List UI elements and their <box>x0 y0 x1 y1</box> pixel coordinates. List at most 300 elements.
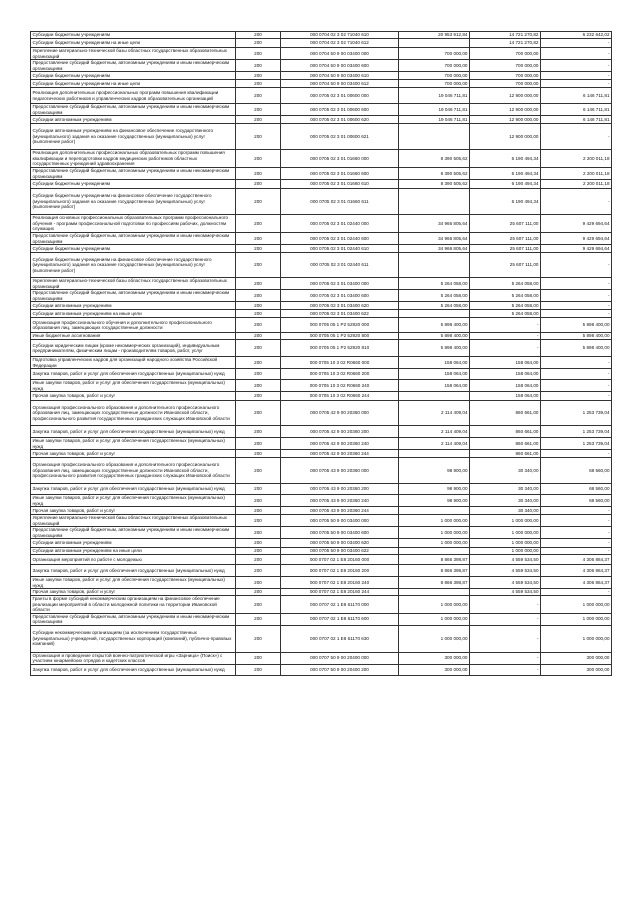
cell-name: Субсидии бюджетным учреждениям на финансовое обеспечение государственного (муниципального) задания на оказание государственных (муниципальных) услуг (выполнение работ) <box>31 189 236 215</box>
table-row <box>31 450 612 458</box>
cell-name: Закупка товаров, работ и услуг для обеспечения государственных (муниципальных) нужд <box>31 369 236 380</box>
cell-v1: 5 898 400,00 <box>399 318 470 333</box>
cell-v2: 30 340,00 <box>470 458 541 484</box>
cell-csr: 000 0707 02 1 E8 20160 244 <box>281 589 399 596</box>
cell-csr: 000 0705 02 3 01 00600 600 <box>281 104 399 116</box>
cell-name: Реализация дополнительных профессиональных программ повышения квалификации педагогических работников и управленческих кадров образовательных организаций <box>31 88 236 104</box>
cell-v3: - <box>541 357 612 369</box>
cell-name: Субсидии автономным учреждениям <box>31 116 236 124</box>
cell-v2: 14 721 270,82 <box>470 39 541 48</box>
cell-code: 200 <box>236 48 281 60</box>
cell-csr: 000 0705 02 3 01 01660 000 <box>281 150 399 168</box>
cell-v3: - <box>541 548 612 555</box>
cell-v3: - <box>541 253 612 278</box>
cell-code: 200 <box>236 507 281 515</box>
table-row <box>31 577 612 589</box>
cell-v2: 1 000 000,00 <box>470 527 541 539</box>
cell-v3: 5 898 400,00 <box>541 340 612 357</box>
cell-v2: 12 900 000,00 <box>470 116 541 124</box>
cell-name: Субсидии бюджетным учреждениям на иные цели <box>31 80 236 88</box>
cell-code: 200 <box>236 60 281 72</box>
cell-name: Субсидии юридическим лицам (кроме некоммерческих организаций), индивидуальным предпринимателям, физическим лицам - производителям товаров, работ, услуг <box>31 340 236 357</box>
table-row <box>31 565 612 577</box>
table-row <box>31 652 612 664</box>
cell-code: 200 <box>236 318 281 333</box>
cell-csr: 000 0705 02 3 01 03400 000 <box>281 278 399 290</box>
cell-code: 200 <box>236 548 281 555</box>
cell-name: Субсидии автономным учреждениям <box>31 302 236 310</box>
cell-v1 <box>399 450 470 458</box>
table-row <box>31 215 612 233</box>
cell-csr: 000 0707 02 1 E8 20160 200 <box>281 565 399 577</box>
table-row <box>31 527 612 539</box>
cell-name: Субсидии некоммерческим организациям (за исключением государственных (муниципальных) учреждений, государственных корпораций (компаний), публично-правовых компаний) <box>31 625 236 652</box>
cell-v2: 158 064,00 <box>470 380 541 392</box>
cell-v3: 5 898 400,00 <box>541 318 612 333</box>
cell-name: Организация мероприятий по работе с молодежью <box>31 555 236 565</box>
cell-v1: 700 000,00 <box>399 48 470 60</box>
cell-code: 200 <box>236 302 281 310</box>
cell-code: 200 <box>236 333 281 340</box>
cell-v1: 98 900,00 <box>399 458 470 484</box>
cell-v3: 1 000 000,00 <box>541 625 612 652</box>
cell-name: Прочая закупка товаров, работ и услуг <box>31 450 236 458</box>
cell-v1: 34 966 805,64 <box>399 233 470 245</box>
cell-name: Субсидии автономным учреждениям на иные цели <box>31 548 236 555</box>
cell-csr: 000 0704 50 9 00 03400 612 <box>281 80 399 88</box>
cell-name: Иные бюджетные ассигнования <box>31 333 236 340</box>
cell-v3: 300 000,00 <box>541 664 612 675</box>
cell-v1: 98 900,00 <box>399 484 470 495</box>
cell-csr: 000 0707 50 9 00 20400 000 <box>281 652 399 664</box>
table-row <box>31 392 612 401</box>
cell-v1: 2 114 409,04 <box>399 438 470 450</box>
cell-name: Предоставление субсидий бюджетным, автономным учреждениям и иным некоммерческим организациям <box>31 233 236 245</box>
cell-code: 200 <box>236 104 281 116</box>
cell-v1: 5 264 058,00 <box>399 290 470 302</box>
table-row <box>31 80 612 88</box>
cell-csr: 000 0705 43 9 00 20360 240 <box>281 495 399 507</box>
cell-v2: 30 340,00 <box>470 495 541 507</box>
cell-v1: 8 866 398,87 <box>399 565 470 577</box>
cell-csr: 000 0705 02 3 01 03400 600 <box>281 290 399 302</box>
cell-code: 200 <box>236 340 281 357</box>
cell-code: 200 <box>236 32 281 39</box>
cell-v2: 860 661,00 <box>470 450 541 458</box>
cell-v3: 9 429 694,64 <box>541 233 612 245</box>
cell-csr: 000 0707 02 1 E8 61170 600 <box>281 613 399 625</box>
cell-name: Закупка товаров, работ и услуг для обеспечения государственных (муниципальных) нужд <box>31 664 236 675</box>
cell-v2: - <box>470 652 541 664</box>
cell-code: 200 <box>236 233 281 245</box>
cell-name: Организация профессионального обучения и дополнительного профессионального образования лиц, замещающих государственные должности <box>31 318 236 333</box>
cell-v2: 158 064,00 <box>470 369 541 380</box>
cell-v1: 98 900,00 <box>399 495 470 507</box>
table-row <box>31 32 612 39</box>
cell-csr: 000 0705 02 3 01 02440 610 <box>281 245 399 253</box>
cell-code: 200 <box>236 458 281 484</box>
cell-csr: 000 0705 43 9 00 20360 200 <box>281 484 399 495</box>
table-row <box>31 88 612 104</box>
table-row <box>31 333 612 340</box>
cell-v3: - <box>541 310 612 318</box>
cell-v3: 2 200 011,18 <box>541 168 612 180</box>
cell-v3: 6 146 711,81 <box>541 116 612 124</box>
table-row <box>31 613 612 625</box>
cell-code: 200 <box>236 664 281 675</box>
cell-csr: 000 0705 10 3 02 R0660 240 <box>281 380 399 392</box>
cell-v2: 1 000 000,00 <box>470 548 541 555</box>
cell-csr: 000 0705 02 3 01 02440 000 <box>281 215 399 233</box>
cell-v1 <box>399 124 470 150</box>
table-row <box>31 340 612 357</box>
cell-v1: 8 390 505,62 <box>399 150 470 168</box>
table-row <box>31 245 612 253</box>
table-row <box>31 664 612 675</box>
cell-v3: - <box>541 80 612 88</box>
table-row <box>31 401 612 426</box>
table-row <box>31 555 612 565</box>
cell-v2: 12 900 000,00 <box>470 124 541 150</box>
cell-name: Иные закупки товаров, работ и услуг для обеспечения государственных (муниципальных) нужд <box>31 577 236 589</box>
cell-name: Прочая закупка товаров, работ и услуг <box>31 507 236 515</box>
cell-csr: 000 0705 02 3 01 02440 600 <box>281 233 399 245</box>
cell-v2: 860 661,00 <box>470 401 541 426</box>
cell-csr: 000 0705 05 1 P2 52920 810 <box>281 340 399 357</box>
cell-v3: 1 000 000,00 <box>541 596 612 614</box>
table-row <box>31 507 612 515</box>
cell-v2: 25 607 111,00 <box>470 253 541 278</box>
cell-v3: 4 306 864,37 <box>541 555 612 565</box>
cell-v2: 6 190 494,34 <box>470 168 541 180</box>
cell-csr: 000 0707 50 9 00 20400 200 <box>281 664 399 675</box>
cell-v2: - <box>470 340 541 357</box>
cell-v1: 8 866 398,87 <box>399 555 470 565</box>
cell-name: Закупка товаров, работ и услуг для обеспечения государственных (муниципальных) нужд <box>31 565 236 577</box>
cell-v3: - <box>541 278 612 290</box>
cell-name: Предоставление субсидий бюджетным, автономным учреждениям и иным некоммерческим организациям <box>31 613 236 625</box>
table-row <box>31 539 612 548</box>
cell-v1 <box>399 253 470 278</box>
cell-v1 <box>399 589 470 596</box>
cell-v1: 700 000,00 <box>399 72 470 80</box>
cell-name: Укрепление материально-технической базы областных государственных образовательных организаций <box>31 48 236 60</box>
cell-v1: 700 000,00 <box>399 80 470 88</box>
cell-code: 200 <box>236 589 281 596</box>
cell-csr: 000 0705 02 3 01 00600 620 <box>281 116 399 124</box>
cell-v1: 158 064,00 <box>399 369 470 380</box>
cell-v3: - <box>541 515 612 527</box>
cell-v1: 2 114 409,04 <box>399 426 470 438</box>
cell-v1: 2 114 409,04 <box>399 401 470 426</box>
cell-name: Реализация основных профессиональных образовательных программ профессионального обучения - программ профессиональной подготовки по профессиям рабочих, должностям служащих <box>31 215 236 233</box>
cell-name: Субсидии бюджетным учреждениям <box>31 72 236 80</box>
cell-v3: - <box>541 450 612 458</box>
cell-code: 200 <box>236 245 281 253</box>
cell-csr: 000 0705 02 3 01 01660 611 <box>281 189 399 215</box>
cell-v1: 19 046 711,81 <box>399 104 470 116</box>
cell-v2: 158 064,00 <box>470 357 541 369</box>
cell-v2: - <box>470 613 541 625</box>
cell-v2: 12 900 000,00 <box>470 104 541 116</box>
table-row <box>31 380 612 392</box>
cell-csr: 000 0705 42 9 00 20360 200 <box>281 426 399 438</box>
cell-csr: 000 0705 42 9 00 20360 244 <box>281 450 399 458</box>
cell-v2: 25 607 111,00 <box>470 245 541 253</box>
cell-csr: 000 0705 42 9 00 20360 000 <box>281 401 399 426</box>
cell-name: Прочая закупка товаров, работ и услуг <box>31 589 236 596</box>
cell-csr: 000 0705 02 3 01 01660 610 <box>281 180 399 189</box>
table-row <box>31 426 612 438</box>
cell-v3: - <box>541 290 612 302</box>
cell-v1: 34 966 805,64 <box>399 245 470 253</box>
cell-v2: 4 559 534,50 <box>470 589 541 596</box>
cell-v3: - <box>541 72 612 80</box>
cell-v1: 8 866 398,87 <box>399 577 470 589</box>
cell-v2: 700 000,00 <box>470 48 541 60</box>
cell-code: 200 <box>236 39 281 48</box>
cell-name: Укрепление материально-технической базы областных государственных образовательных организаций <box>31 515 236 527</box>
cell-v1 <box>399 548 470 555</box>
cell-code: 200 <box>236 652 281 664</box>
cell-csr: 000 0705 50 9 00 03400 620 <box>281 539 399 548</box>
table-row <box>31 310 612 318</box>
cell-v1: 5 264 058,00 <box>399 278 470 290</box>
cell-v1: 1 000 000,00 <box>399 527 470 539</box>
cell-name: Подготовка управленческих кадров для организаций народного хозяйства Российской Федерации <box>31 357 236 369</box>
table-row <box>31 515 612 527</box>
table-row <box>31 150 612 168</box>
cell-v3: - <box>541 392 612 401</box>
cell-name: Субсидии бюджетным учреждениям <box>31 32 236 39</box>
cell-csr: 000 0705 02 3 01 02440 611 <box>281 253 399 278</box>
cell-v2: 700 000,00 <box>470 60 541 72</box>
cell-csr: 000 0704 02 3 02 71040 610 <box>281 32 399 39</box>
cell-name: Субсидии бюджетным учреждениям <box>31 180 236 189</box>
cell-v3: - <box>541 302 612 310</box>
cell-csr: 000 0705 10 3 02 R0660 000 <box>281 357 399 369</box>
cell-v2: 25 607 111,00 <box>470 233 541 245</box>
cell-v3: - <box>541 189 612 215</box>
cell-v2: 1 000 000,00 <box>470 515 541 527</box>
cell-csr: 000 0707 02 1 E8 20160 240 <box>281 577 399 589</box>
cell-v2: 158 064,00 <box>470 392 541 401</box>
cell-v3: 68 560,00 <box>541 484 612 495</box>
cell-v1 <box>399 189 470 215</box>
cell-v3: - <box>541 527 612 539</box>
cell-v1 <box>399 392 470 401</box>
table-row <box>31 484 612 495</box>
cell-name: Субсидии автономным учреждениям на иные цели <box>31 310 236 318</box>
table-row <box>31 589 612 596</box>
cell-name: Субсидии автономным учреждениям <box>31 539 236 548</box>
cell-code: 200 <box>236 450 281 458</box>
table-row <box>31 189 612 215</box>
table-row <box>31 180 612 189</box>
cell-code: 200 <box>236 515 281 527</box>
cell-code: 200 <box>236 401 281 426</box>
cell-v1: 1 000 000,00 <box>399 515 470 527</box>
cell-v2: 4 559 534,50 <box>470 577 541 589</box>
table-row <box>31 168 612 180</box>
table-row <box>31 357 612 369</box>
cell-v1: 1 000 000,00 <box>399 625 470 652</box>
cell-name: Закупка товаров, работ и услуг для обеспечения государственных (муниципальных) нужд <box>31 426 236 438</box>
table-row <box>31 495 612 507</box>
cell-csr: 000 0705 50 9 00 03400 600 <box>281 527 399 539</box>
budget-execution-table <box>30 31 612 676</box>
cell-v2: 30 340,00 <box>470 507 541 515</box>
cell-csr: 000 0705 02 3 01 00600 000 <box>281 88 399 104</box>
cell-csr: 000 0707 02 1 E8 61170 000 <box>281 596 399 614</box>
table-row <box>31 72 612 80</box>
cell-v2: 860 661,00 <box>470 426 541 438</box>
cell-name: Предоставление субсидий бюджетным, автономным учреждениям и иным некоммерческим организациям <box>31 527 236 539</box>
cell-v1: 8 390 505,62 <box>399 168 470 180</box>
cell-v1: 158 064,00 <box>399 357 470 369</box>
cell-v3: 300 000,00 <box>541 652 612 664</box>
cell-v1: 5 898 400,00 <box>399 340 470 357</box>
cell-v2: 4 559 534,50 <box>470 565 541 577</box>
cell-v1: 5 898 400,00 <box>399 333 470 340</box>
cell-v1: 20 953 912,84 <box>399 32 470 39</box>
cell-name: Закупка товаров, работ и услуг для обеспечения государственных (муниципальных) нужд <box>31 484 236 495</box>
cell-code: 200 <box>236 369 281 380</box>
cell-csr: 000 0705 02 3 01 03400 622 <box>281 310 399 318</box>
cell-v3: 68 560,00 <box>541 458 612 484</box>
cell-code: 200 <box>236 380 281 392</box>
cell-v3: 68 560,00 <box>541 495 612 507</box>
table-row <box>31 596 612 614</box>
cell-csr: 000 0705 10 3 02 R0660 200 <box>281 369 399 380</box>
cell-v2: 5 264 058,00 <box>470 278 541 290</box>
table-row <box>31 60 612 72</box>
cell-code: 200 <box>236 253 281 278</box>
cell-v3: 1 000 000,00 <box>541 613 612 625</box>
cell-v3: 6 146 711,81 <box>541 88 612 104</box>
cell-code: 200 <box>236 180 281 189</box>
cell-v2: - <box>470 333 541 340</box>
cell-csr: 000 0705 50 9 00 03400 000 <box>281 515 399 527</box>
cell-v2: 5 264 058,00 <box>470 290 541 302</box>
cell-csr: 000 0704 50 9 00 03400 000 <box>281 48 399 60</box>
cell-code: 200 <box>236 625 281 652</box>
table-row <box>31 318 612 333</box>
table-row <box>31 302 612 310</box>
cell-csr: 000 0707 02 1 E8 20160 000 <box>281 555 399 565</box>
cell-v2: 5 264 058,00 <box>470 310 541 318</box>
cell-v3: 2 200 011,18 <box>541 180 612 189</box>
cell-v3: - <box>541 539 612 548</box>
cell-v2: 1 000 000,00 <box>470 539 541 548</box>
cell-name: Организация профессионального образования и дополнительного профессионального образования лиц, замещающих государственные должности Ивановской области, профессионального развития государственных гражданских служащих Ивановской области <box>31 401 236 426</box>
budget-table-sheet <box>30 31 611 676</box>
cell-csr: 000 0705 43 9 00 20360 000 <box>281 458 399 484</box>
table-body <box>31 32 612 676</box>
table-row <box>31 438 612 450</box>
cell-v2: - <box>470 625 541 652</box>
cell-v2: 14 721 270,82 <box>470 32 541 39</box>
cell-v3: 9 429 694,64 <box>541 215 612 233</box>
cell-csr: 000 0705 05 1 P2 52920 800 <box>281 333 399 340</box>
cell-code: 200 <box>236 426 281 438</box>
cell-code: 200 <box>236 278 281 290</box>
cell-code: 200 <box>236 577 281 589</box>
cell-code: 200 <box>236 189 281 215</box>
cell-v3: - <box>541 507 612 515</box>
cell-v2: 30 340,00 <box>470 484 541 495</box>
table-row <box>31 625 612 652</box>
cell-csr: 000 0705 02 3 01 00600 621 <box>281 124 399 150</box>
cell-v2: 700 000,00 <box>470 72 541 80</box>
cell-v2: 860 661,00 <box>470 438 541 450</box>
cell-csr: 000 0705 10 3 02 R0660 244 <box>281 392 399 401</box>
cell-name: Предоставление субсидий бюджетным, автономным учреждениям и иным некоммерческим организациям <box>31 104 236 116</box>
cell-name: Реализация дополнительных профессиональных образовательных программ повышения квалификации и переподготовки кадров медицинских работников областных государственных учреждений здравоохранения <box>31 150 236 168</box>
table-row <box>31 104 612 116</box>
table-row <box>31 548 612 555</box>
cell-v3: 5 898 400,00 <box>541 333 612 340</box>
cell-code: 200 <box>236 438 281 450</box>
cell-v1: 300 000,00 <box>399 664 470 675</box>
cell-v3: 1 253 739,04 <box>541 401 612 426</box>
cell-v2: - <box>470 664 541 675</box>
cell-code: 200 <box>236 290 281 302</box>
cell-name: Гранты в форме субсидий некоммерческим организациям на финансовое обеспечение реализации мероприятий в области молодежной политики на территории Ивановской области <box>31 596 236 614</box>
cell-csr: 000 0705 42 9 00 20360 240 <box>281 438 399 450</box>
table-row <box>31 39 612 48</box>
cell-code: 200 <box>236 527 281 539</box>
table-row <box>31 458 612 484</box>
cell-v2: 4 559 534,50 <box>470 555 541 565</box>
table-row <box>31 253 612 278</box>
cell-code: 200 <box>236 555 281 565</box>
cell-v3: 9 429 694,64 <box>541 245 612 253</box>
cell-v2: 25 607 111,00 <box>470 215 541 233</box>
cell-v3: - <box>541 48 612 60</box>
cell-v3: - <box>541 39 612 48</box>
cell-name: Предоставление субсидий бюджетным, автономным учреждениям и иным некоммерческим организациям <box>31 168 236 180</box>
cell-code: 200 <box>236 168 281 180</box>
cell-code: 200 <box>236 495 281 507</box>
cell-v2: 6 190 494,34 <box>470 150 541 168</box>
cell-v2: 700 000,00 <box>470 80 541 88</box>
cell-code: 200 <box>236 613 281 625</box>
cell-v3: - <box>541 60 612 72</box>
cell-csr: 000 0705 50 9 00 03400 622 <box>281 548 399 555</box>
cell-v1: 1 000 000,00 <box>399 596 470 614</box>
table-row <box>31 233 612 245</box>
cell-name: Иные закупки товаров, работ и услуг для обеспечения государственных (муниципальных) нужд <box>31 380 236 392</box>
cell-v2: 12 900 000,00 <box>470 88 541 104</box>
cell-code: 200 <box>236 72 281 80</box>
cell-v3: 2 200 011,18 <box>541 150 612 168</box>
cell-v1: 19 046 711,81 <box>399 116 470 124</box>
cell-code: 200 <box>236 357 281 369</box>
cell-code: 200 <box>236 88 281 104</box>
cell-v1: 300 000,00 <box>399 652 470 664</box>
cell-name: Субсидии автономным учреждениям на финансовое обеспечение государственного (муниципального) задания на оказание государственных (муниципальных) услуг (выполнение работ) <box>31 124 236 150</box>
table-row <box>31 278 612 290</box>
cell-csr: 000 0705 43 9 00 20360 244 <box>281 507 399 515</box>
cell-v2: 5 264 058,00 <box>470 302 541 310</box>
cell-name: Организация и проведение открытой военно-патриотической игры «Зарница» (Поиск») с участием юнармейских отрядов и кадетских классов <box>31 652 236 664</box>
cell-name: Субсидии бюджетным учреждениям <box>31 245 236 253</box>
cell-v3: 4 306 864,37 <box>541 565 612 577</box>
cell-csr: 000 0705 05 1 P2 52920 000 <box>281 318 399 333</box>
cell-code: 200 <box>236 596 281 614</box>
table-row <box>31 290 612 302</box>
